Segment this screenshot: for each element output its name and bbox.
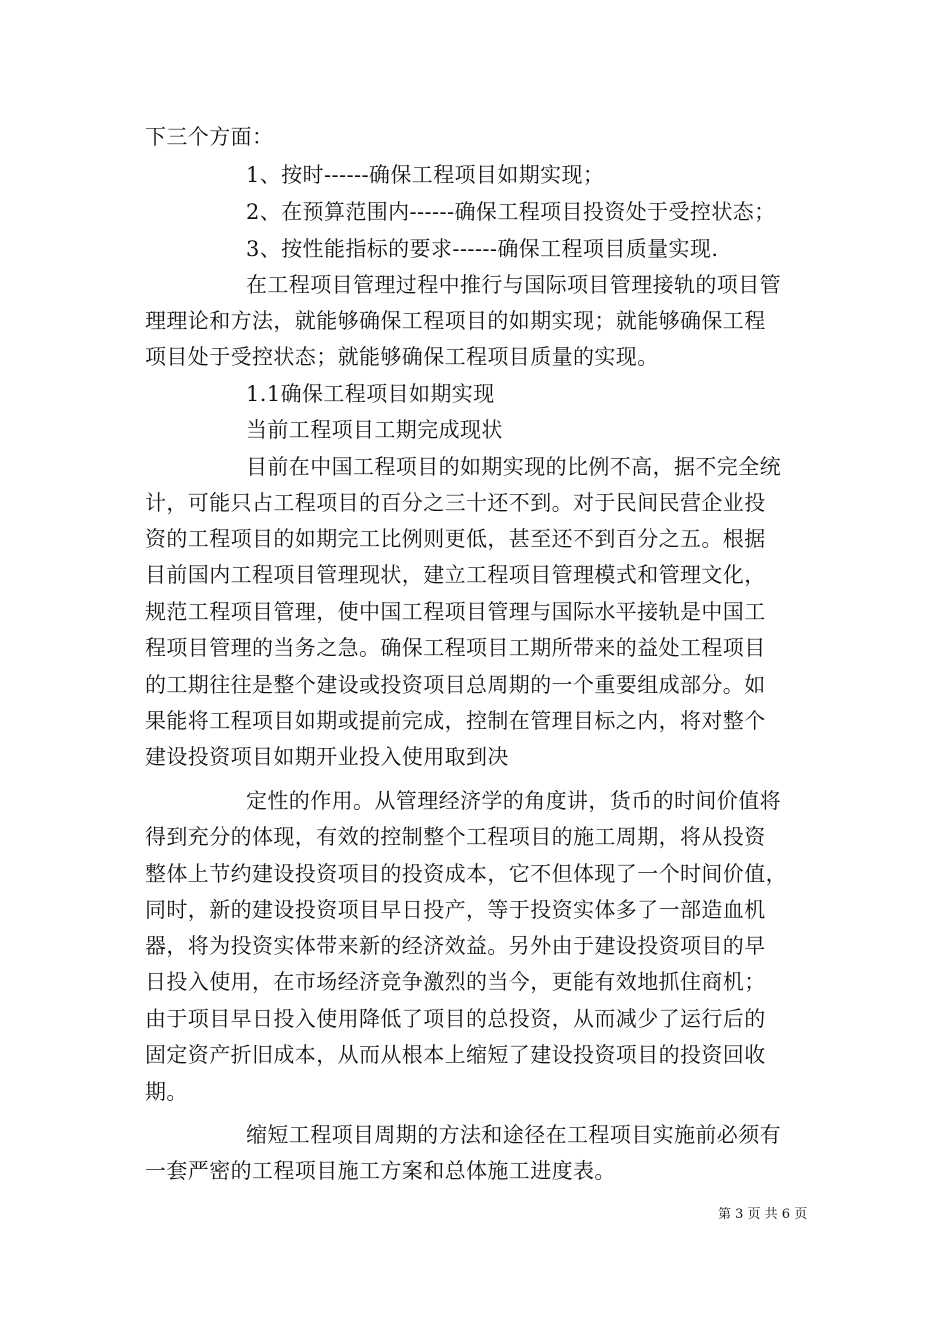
text-line: 规范工程项目管理，使中国工程项目管理与国际水平接轨是中国工 xyxy=(145,600,766,624)
text-line: 期。 xyxy=(145,1080,188,1104)
text-line: 器，将为投资实体带来新的经济效益。另外由于建设投资项目的早 xyxy=(145,934,766,958)
subsection-heading: 当前工程项目工期完成现状 xyxy=(246,418,503,442)
text-line: 固定资产折旧成本，从而从根本上缩短了建设投资项目的投资回收 xyxy=(145,1043,766,1067)
list-item: 2、在预算范围内------确保工程项目投资处于受控状态； xyxy=(246,200,776,224)
text-line: 资的工程项目的如期完工比例则更低，甚至还不到百分之五。根据 xyxy=(145,527,766,551)
list-item: 3、按性能指标的要求------确保工程项目质量实现. xyxy=(246,237,719,261)
list-item: 1、按时------确保工程项目如期实现； xyxy=(246,163,605,187)
text-line: 日投入使用，在市场经济竞争激烈的当今，更能有效地抓住商机； xyxy=(145,970,766,994)
section-heading: 1.1确保工程项目如期实现 xyxy=(246,382,495,406)
text-line: 的工期往往是整个建设或投资项目总周期的一个重要组成部分。如 xyxy=(145,673,766,697)
text-line: 整体上节约建设投资项目的投资成本，它不但体现了一个时间价值， xyxy=(145,862,787,886)
text-line: 由于项目早日投入使用降低了项目的总投资，从而减少了运行后的 xyxy=(145,1007,766,1031)
text-line: 建设投资项目如期开业投入使用取到决 xyxy=(145,745,509,769)
text-line: 理理论和方法，就能够确保工程项目的如期实现；就能够确保工程 xyxy=(145,309,766,333)
text-line: 缩短工程项目周期的方法和途径在工程项目实施前必须有 xyxy=(246,1123,781,1147)
text-line: 计，可能只占工程项目的百分之三十还不到。对于民间民营企业投 xyxy=(145,491,766,515)
text-line: 下三个方面： xyxy=(145,125,274,149)
text-line: 项目处于受控状态；就能够确保工程项目质量的实现。 xyxy=(145,345,659,369)
text-line: 程项目管理的当务之急。确保工程项目工期所带来的益处工程项目 xyxy=(145,636,766,660)
text-line: 在工程项目管理过程中推行与国际项目管理接轨的项目管 xyxy=(246,273,781,297)
text-line: 同时，新的建设投资项目早日投产，等于投资实体多了一部造血机 xyxy=(145,898,766,922)
text-line: 一套严密的工程项目施工方案和总体施工进度表。 xyxy=(145,1159,616,1183)
text-line: 果能将工程项目如期或提前完成，控制在管理目标之内，将对整个 xyxy=(145,709,766,733)
text-line: 目前在中国工程项目的如期实现的比例不高，据不完全统 xyxy=(246,455,781,479)
text-line: 定性的作用。从管理经济学的角度讲，货币的时间价值将 xyxy=(246,789,781,813)
text-line: 得到充分的体现，有效的控制整个工程项目的施工周期，将从投资 xyxy=(145,825,766,849)
page-number: 第 3 页 共 6 页 xyxy=(718,1207,808,1222)
text-line: 目前国内工程项目管理现状，建立工程项目管理模式和管理文化， xyxy=(145,563,766,587)
